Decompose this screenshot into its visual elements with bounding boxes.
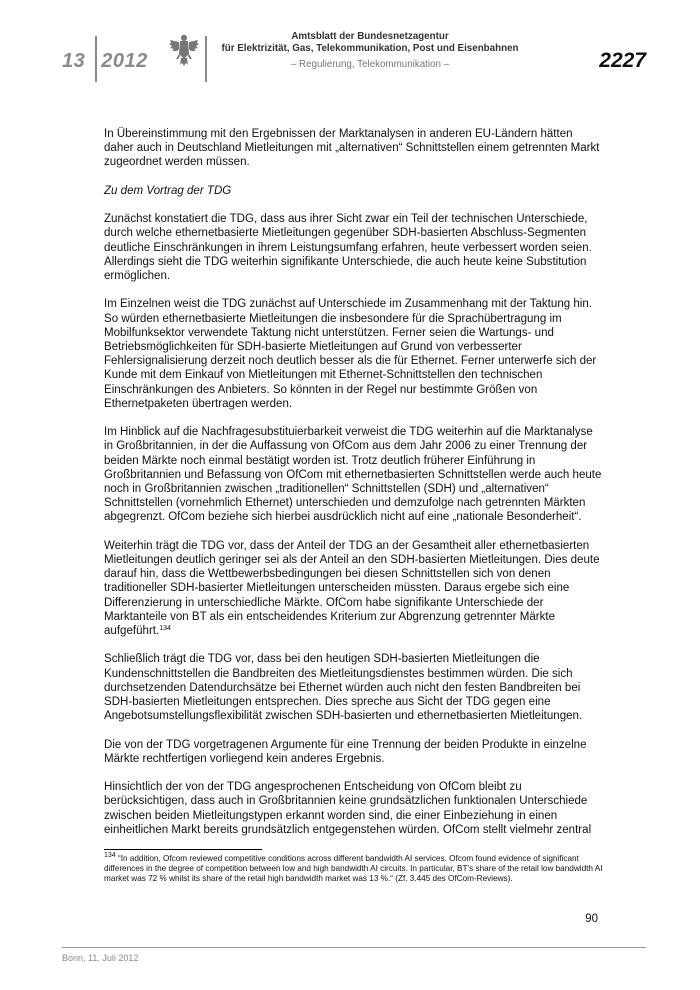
paragraph-4: Im Hinblick auf die Nachfragesubstituierbarkeit verweist die TDG weiterhin auf die Marktanalyse in Großbritannien, in der die Auffassung von OfCom aus dem Jahr 2006 zu einer Trennung der beiden Märkte noch einmal bestätigt worden ist. Trotz deutlich früherer Einführung in Großbritannien und Befassung von OfCom mit ethernetbasierten Schnittstellen werde auch heute noch in Großbritannien zwischen „traditionellen“ Schnittstellen (SDH) und „alternativen“ Schnittstellen (vornehmlich Ethernet) unterschieden und demzufolge nach getrennten Märkten abgegrenzt. OfCom beziehe sich hierbei ausdrücklich nicht auf eine „nationale Besonderheit“.: [104, 426, 602, 524]
document-page-number: 90: [585, 913, 598, 925]
paragraph-5-text: Weiterhin trägt die TDG vor, dass der Anteil der TDG an der Gesamtheit aller ethernetbasierten Mietleitungen deutlich geringer sei als der Anteil an den SDH-basierten Mietleitungen. Dies deute darauf hin, dass die Wettbewerbsbedingungen bei diesen Schnittstellen sich von denen traditioneller SDH-basierter Mietleitungen unterscheiden müssten. Daraus ergebe sich eine Differenzierung in unterschiedliche Märkte. OfCom habe signifikante Unterschiede der Marktanteile von BT als ein entscheidendes Kriterium zur Abgrenzung getrennter Märkte aufgeführt.: [104, 539, 600, 638]
federal-eagle-icon: [168, 32, 200, 68]
section-label: – Regulierung, Telekommunikation –: [290, 59, 450, 70]
issue-label: [62, 50, 148, 72]
publication-title-line1: Amtsblatt der Bundesnetzagentur: [291, 31, 449, 42]
footer-divider: [62, 947, 646, 948]
paragraph-2: Zunächst konstatiert die TDG, dass aus ihrer Sicht zwar ein Teil der technischen Unterschiede, durch welche ethernetbasierte Mietleitungen gegenüber SDH-basierten Abschluss-Segmenten deutliche Einschränkungen in ihrem Leistungsumfang erfahren, heute verbessert worden seien. Allerdings sieht die TDG weiterhin signifikante Unterschiede, die auch heute keine Substitution ermöglichen.: [104, 213, 592, 282]
footnote: [104, 854, 604, 884]
paragraph-8: Hinsichtlich der von der TDG angesprochenen Entscheidung von OfCom bleibt zu berücksichtigen, dass auch in Großbritannien keine grundsätzlichen funktionalen Unterschiede zwischen beiden Mietleitungstypen erkannt worden sind, die einer Einbeziehung in einen einheitlichen Markt bereits grundsätzlich entgegenstehen würden. OfCom stellt vielmehr zentral: [104, 781, 592, 836]
paragraph-6: Schließlich trägt die TDG vor, dass bei den heutigen SDH-basierten Mietleitungen die Kundenschnittstellen die Bandbreiten des Mietleitungsdienstes bestimmen würden. Die sich durchsetzenden Datendurchsätze bei Ethernet würden auch nicht den festen Bandbreiten bei SDH-basierten Mietleitungen entsprechen. Dies spreche aus Sicht der TDG gegen eine Angebotsumstellungsflexibilität zwischen SDH-basierten und ethernetbasierten Mietleitungen.: [104, 653, 583, 723]
footnote-number: 134: [104, 852, 116, 859]
issue-number: 13: [62, 50, 86, 72]
paragraph-7: Die von der TDG vorgetragenen Argumente für eine Trennung der beiden Produkte in einzelne Märkte rechtfertigen vorliegend kein anderes Ergebnis.: [104, 738, 587, 765]
header-divider-left: [95, 36, 97, 82]
paragraph-1: In Übereinstimmung mit den Ergebnissen der Marktanalysen in anderen EU-Ländern hätten daher auch in Deutschland Mietleitungen mit „alternativen“ Schnittstellen einem getrennten Markt zugeordnet werden müssen.: [104, 128, 600, 169]
footnote-reference[interactable]: 134: [159, 625, 171, 633]
issue-year: 2012: [101, 50, 148, 72]
publication-title-line2: für Elektrizität, Gas, Telekommunikation, Post und Eisenbahnen: [221, 43, 519, 54]
body-text: [104, 127, 604, 851]
section-heading: Zu dem Vortrag der TDG: [104, 184, 232, 197]
gazette-page-number: 2227: [599, 49, 646, 72]
footnote-text: “In addition, Ofcom reviewed competitive conditions across different bandwidth AI services. Ofcom found evidence of significant differences in the degree of competition between low and high bandwidth AI circuits. In particular, BT’s share of the retail low bandwidth AI market was 72 % whilst its share of the retail high bandwidth market was 13 %.“ (Zf. 3.445 des OfCom-Reviews).: [104, 854, 603, 883]
footer-place-date: Bonn, 11. Juli 2012: [62, 953, 139, 963]
footnote-divider: [104, 849, 262, 850]
publication-title: [200, 31, 540, 71]
paragraph-3: Im Einzelnen weist die TDG zunächst auf Unterschiede im Zusammenhang mit der Taktung hin. So würden ethernetbasierte Mietleitungen die insbesondere für die Sprachübertragung im Mobilfunksektor verwendete Taktung nicht unterstützen. Ferner seien die Wartungs- und Betriebsmöglichkeiten für SDH-basierte Mietleitungen auf Grund von verbesserter Fehlersignalisierung derzeit noch deutlich besser als die für Ethernet. Ferner unterwerfe sich der Kunde mit dem Einkauf von Mietleitungen mit Ethernet-Schnittstellen den technischen Einschränkungen des Anbieters. So könnten in der Regel nur bestimmte Größen von Ethernetpaketen übertragen werden.: [104, 298, 597, 410]
paragraph-5: [104, 539, 604, 638]
